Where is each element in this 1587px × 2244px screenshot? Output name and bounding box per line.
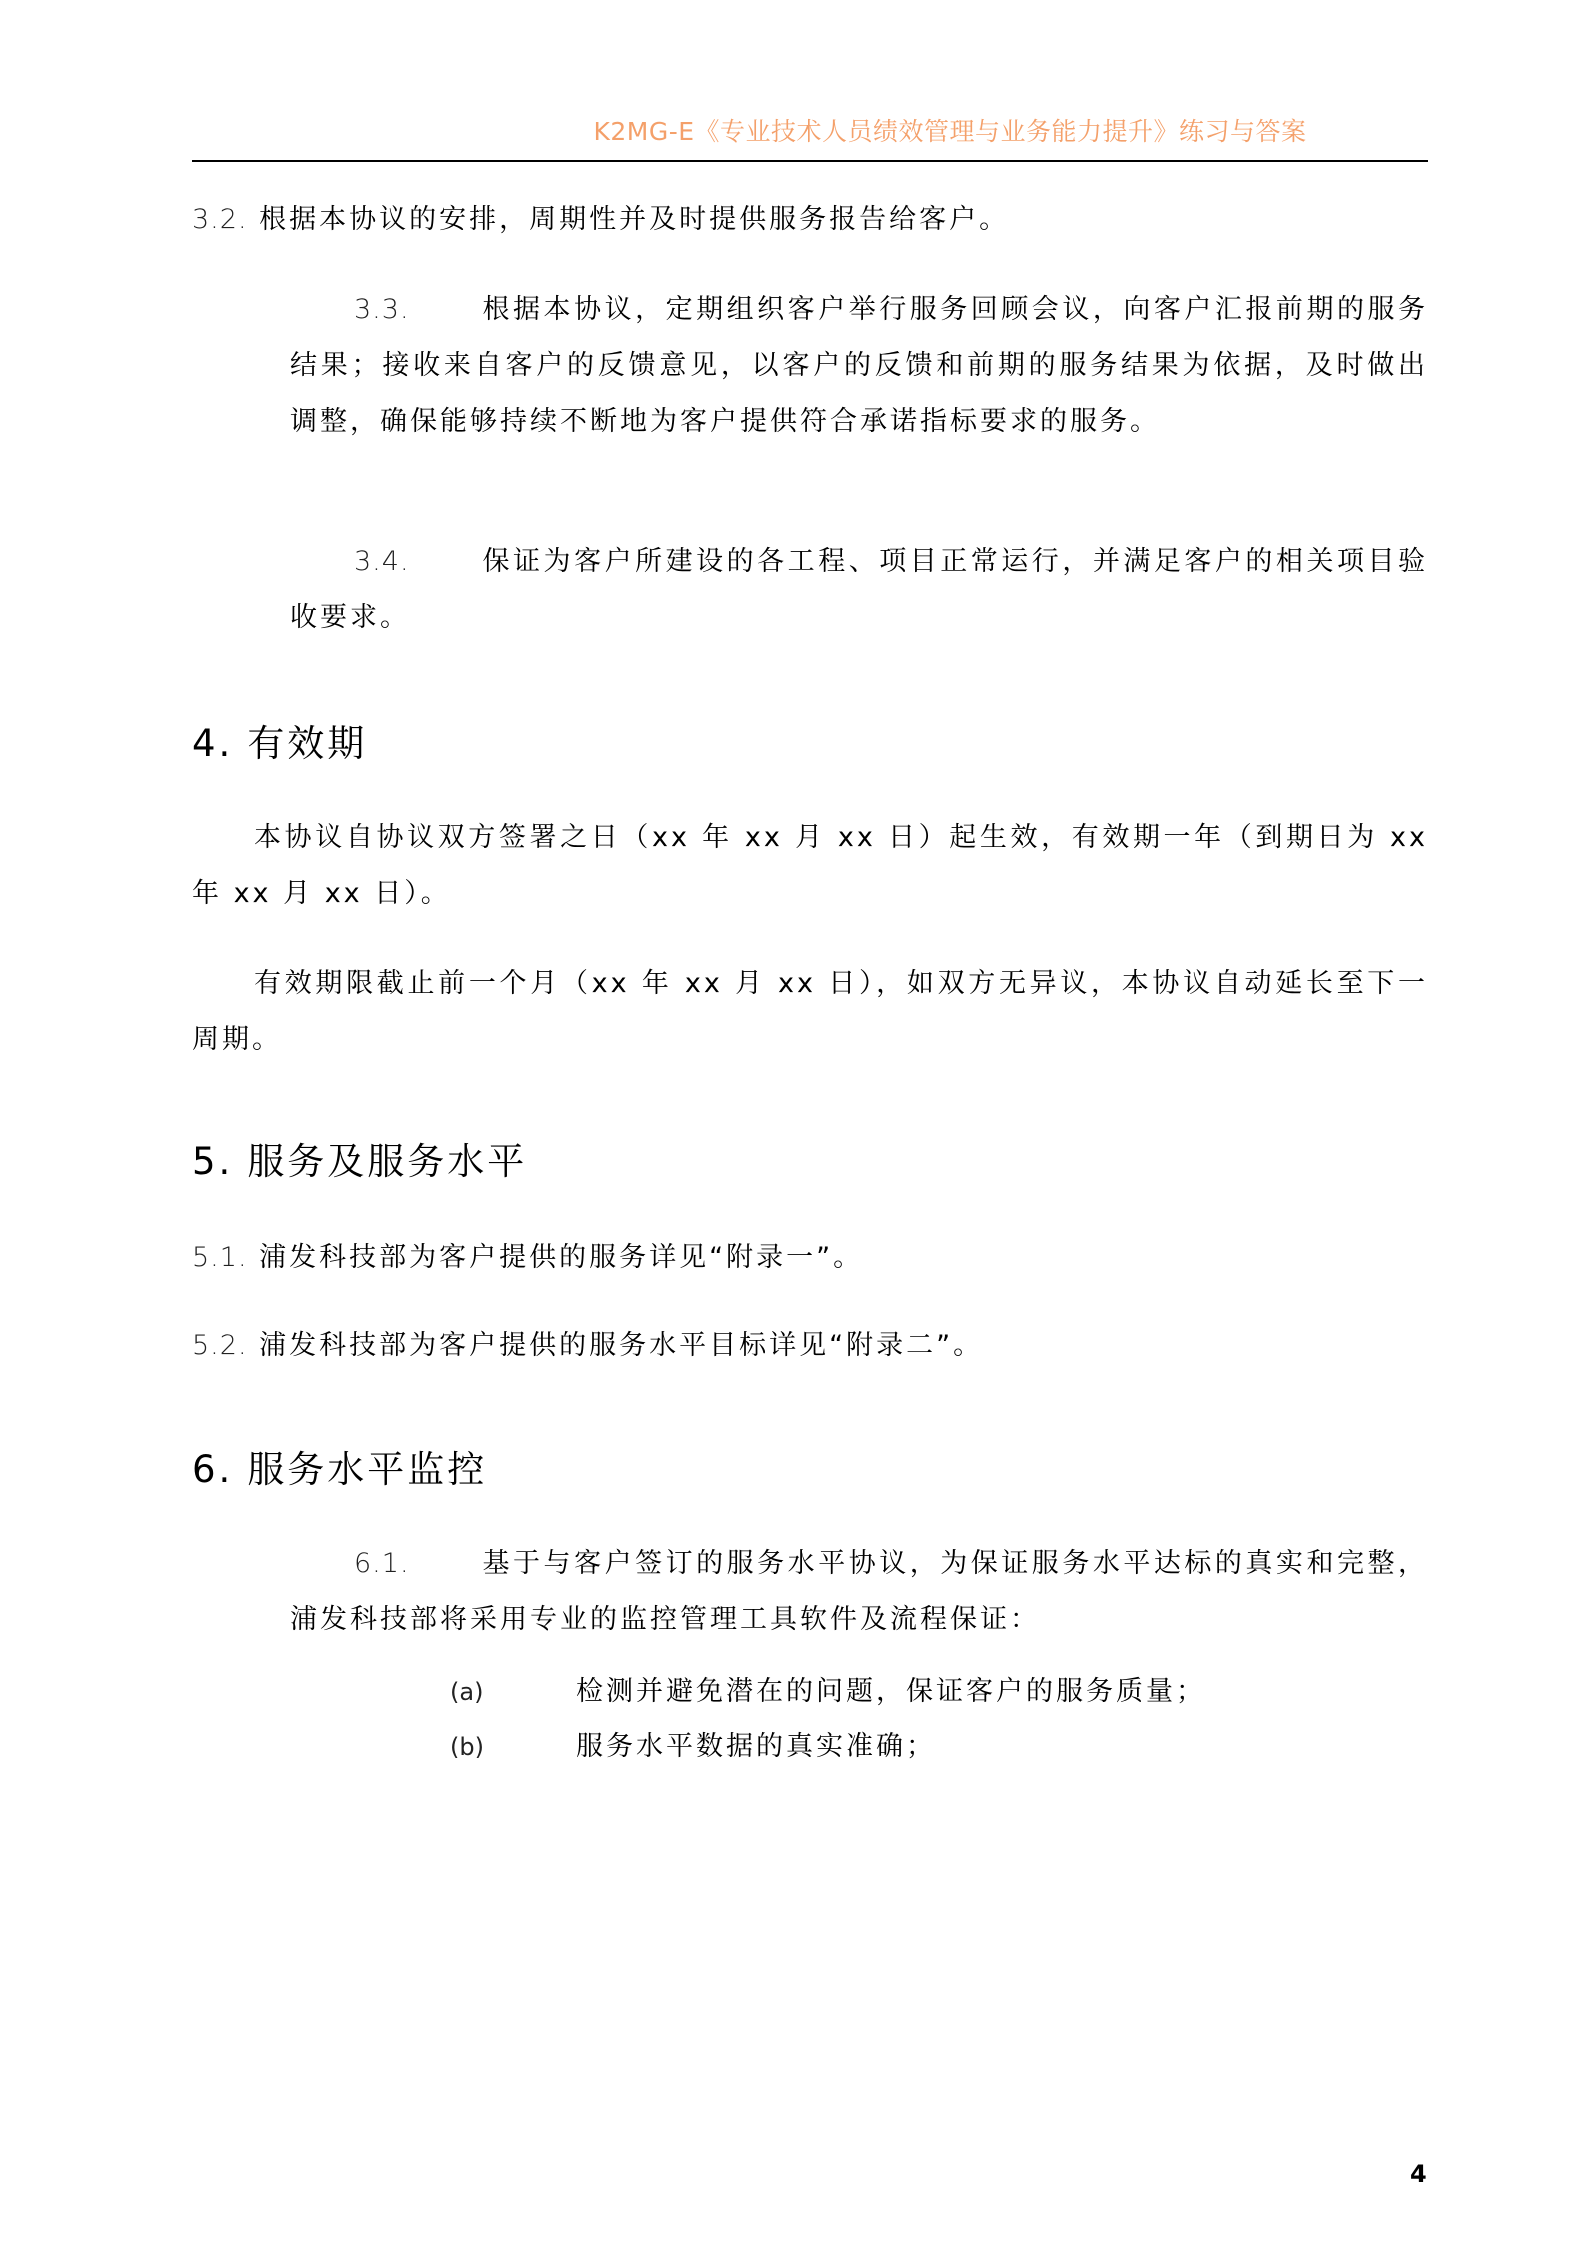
heading-number: 6. bbox=[192, 1448, 234, 1491]
heading-number: 5. bbox=[192, 1140, 234, 1183]
clause-text: 浦发科技部为客户提供的服务水平目标详见“附录二”。 bbox=[259, 1330, 984, 1361]
list-marker: (a) bbox=[450, 1678, 484, 1706]
heading-number: 4. bbox=[192, 722, 234, 765]
clause-3-2 bbox=[192, 192, 1428, 248]
list-marker: (b) bbox=[450, 1733, 484, 1761]
heading-title: 有效期 bbox=[247, 722, 368, 765]
section-heading-6 bbox=[192, 1440, 1428, 1500]
clause-6-1 bbox=[290, 1536, 1428, 1648]
clause-5-1 bbox=[192, 1230, 1428, 1286]
clause-number: 5.1. bbox=[192, 1242, 248, 1273]
list-text: 检测并避免潜在的问题，保证客户的服务质量； bbox=[576, 1676, 1206, 1707]
paragraph-text: 有效期限截止前一个月（xx 年 xx 月 xx 日），如双方无异议，本协议自动延长至下一周期。 bbox=[192, 968, 1428, 1055]
document-title: K2MG-E《专业技术人员绩效管理与业务能力提升》练习与答案 bbox=[593, 117, 1307, 146]
validity-paragraph-2 bbox=[192, 956, 1428, 1068]
clause-text: 根据本协议的安排，周期性并及时提供服务报告给客户。 bbox=[259, 204, 1010, 235]
page-header bbox=[192, 112, 1428, 162]
clause-5-2 bbox=[192, 1318, 1428, 1374]
clause-3-4 bbox=[290, 534, 1428, 646]
section-heading-5 bbox=[192, 1132, 1428, 1192]
validity-paragraph-1 bbox=[192, 810, 1428, 922]
heading-title: 服务及服务水平 bbox=[247, 1140, 528, 1183]
paragraph-text: 本协议自协议双方签署之日（xx 年 xx 月 xx 日）起生效，有效期一年（到期日为 xx 年 xx 月 xx 日）。 bbox=[192, 822, 1428, 909]
clause-text: 根据本协议，定期组织客户举行服务回顾会议，向客户汇报前期的服务结果；接收来自客户的反馈意见，以客户的反馈和前期的服务结果为依据，及时做出调整，确保能够持续不断地为客户提供符合承诺指标要求的服务。 bbox=[290, 294, 1428, 437]
heading-title: 服务水平监控 bbox=[247, 1448, 488, 1491]
section-heading-4 bbox=[192, 714, 1428, 774]
clause-number: 3.4. bbox=[354, 546, 410, 577]
clause-number: 3.2. bbox=[192, 204, 248, 235]
clause-text: 保证为客户所建设的各工程、项目正常运行，并满足客户的相关项目验收要求。 bbox=[290, 546, 1428, 633]
clause-text: 基于与客户签订的服务水平协议，为保证服务水平达标的真实和完整，浦发科技部将采用专业的监控管理工具软件及流程保证： bbox=[290, 1548, 1428, 1635]
page-number: 4 bbox=[1410, 2160, 1427, 2188]
clause-3-3 bbox=[290, 282, 1428, 450]
clause-number: 5.2. bbox=[192, 1330, 248, 1361]
list-text: 服务水平数据的真实准确； bbox=[576, 1731, 936, 1762]
clause-number: 6.1. bbox=[354, 1548, 410, 1579]
clause-number: 3.3. bbox=[354, 294, 410, 325]
clause-text: 浦发科技部为客户提供的服务详见“附录一”。 bbox=[259, 1242, 864, 1273]
